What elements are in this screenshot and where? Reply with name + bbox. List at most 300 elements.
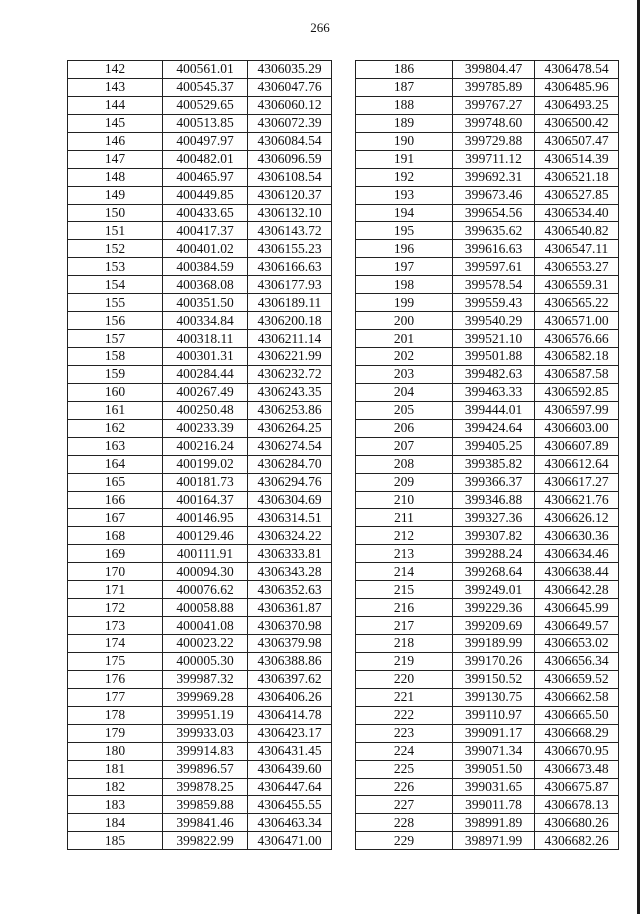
point-number-cell: 225 bbox=[356, 760, 453, 778]
point-number-cell: 189 bbox=[356, 114, 453, 132]
x-coordinate-cell: 400497.97 bbox=[163, 132, 248, 150]
y-coordinate-cell: 4306645.99 bbox=[535, 599, 619, 617]
x-coordinate-cell: 399444.01 bbox=[453, 401, 535, 419]
x-coordinate-cell: 399463.33 bbox=[453, 383, 535, 401]
point-number-cell: 199 bbox=[356, 294, 453, 312]
point-number-cell: 143 bbox=[68, 78, 163, 96]
x-coordinate-cell: 399896.57 bbox=[163, 760, 248, 778]
x-coordinate-cell: 400318.11 bbox=[163, 330, 248, 348]
y-coordinate-cell: 4306680.26 bbox=[535, 814, 619, 832]
point-number-cell: 220 bbox=[356, 670, 453, 688]
point-number-cell: 178 bbox=[68, 706, 163, 724]
point-number-cell: 206 bbox=[356, 419, 453, 437]
table-row bbox=[356, 168, 619, 186]
point-number-cell: 180 bbox=[68, 742, 163, 760]
point-number-cell: 191 bbox=[356, 150, 453, 168]
y-coordinate-cell: 4306634.46 bbox=[535, 545, 619, 563]
point-number-cell: 166 bbox=[68, 491, 163, 509]
table-row bbox=[356, 581, 619, 599]
y-coordinate-cell: 4306108.54 bbox=[248, 168, 332, 186]
x-coordinate-cell: 400301.31 bbox=[163, 348, 248, 366]
y-coordinate-cell: 4306507.47 bbox=[535, 132, 619, 150]
table-row bbox=[356, 688, 619, 706]
point-number-cell: 214 bbox=[356, 563, 453, 581]
y-coordinate-cell: 4306414.78 bbox=[248, 706, 332, 724]
x-coordinate-cell: 399578.54 bbox=[453, 276, 535, 294]
x-coordinate-cell: 399878.25 bbox=[163, 778, 248, 796]
table-row bbox=[68, 760, 332, 778]
point-number-cell: 227 bbox=[356, 796, 453, 814]
y-coordinate-cell: 4306626.12 bbox=[535, 509, 619, 527]
point-number-cell: 153 bbox=[68, 258, 163, 276]
y-coordinate-cell: 4306678.13 bbox=[535, 796, 619, 814]
x-coordinate-cell: 399559.43 bbox=[453, 294, 535, 312]
y-coordinate-cell: 4306668.29 bbox=[535, 724, 619, 742]
table-row bbox=[68, 204, 332, 222]
table-row bbox=[68, 258, 332, 276]
x-coordinate-cell: 400351.50 bbox=[163, 294, 248, 312]
point-number-cell: 167 bbox=[68, 509, 163, 527]
x-coordinate-cell: 399051.50 bbox=[453, 760, 535, 778]
x-coordinate-cell: 399189.99 bbox=[453, 635, 535, 653]
point-number-cell: 163 bbox=[68, 437, 163, 455]
y-coordinate-cell: 4306656.34 bbox=[535, 652, 619, 670]
table-row bbox=[68, 778, 332, 796]
table-row bbox=[356, 670, 619, 688]
y-coordinate-cell: 4306177.93 bbox=[248, 276, 332, 294]
point-number-cell: 147 bbox=[68, 150, 163, 168]
x-coordinate-cell: 400334.84 bbox=[163, 312, 248, 330]
x-coordinate-cell: 398971.99 bbox=[453, 832, 535, 850]
table-row bbox=[68, 186, 332, 204]
table-row bbox=[356, 455, 619, 473]
table-row bbox=[356, 401, 619, 419]
table-row bbox=[356, 509, 619, 527]
point-number-cell: 193 bbox=[356, 186, 453, 204]
table-row bbox=[68, 724, 332, 742]
x-coordinate-cell: 399654.56 bbox=[453, 204, 535, 222]
table-row bbox=[356, 742, 619, 760]
point-number-cell: 186 bbox=[356, 61, 453, 79]
y-coordinate-cell: 4306547.11 bbox=[535, 240, 619, 258]
point-number-cell: 194 bbox=[356, 204, 453, 222]
point-number-cell: 181 bbox=[68, 760, 163, 778]
y-coordinate-cell: 4306200.18 bbox=[248, 312, 332, 330]
x-coordinate-cell: 399748.60 bbox=[453, 114, 535, 132]
x-coordinate-cell: 400482.01 bbox=[163, 150, 248, 168]
point-number-cell: 179 bbox=[68, 724, 163, 742]
x-coordinate-cell: 400111.91 bbox=[163, 545, 248, 563]
table-row bbox=[356, 563, 619, 581]
point-number-cell: 219 bbox=[356, 652, 453, 670]
point-number-cell: 175 bbox=[68, 652, 163, 670]
x-coordinate-cell: 400545.37 bbox=[163, 78, 248, 96]
point-number-cell: 152 bbox=[68, 240, 163, 258]
point-number-cell: 224 bbox=[356, 742, 453, 760]
table-row bbox=[68, 365, 332, 383]
x-coordinate-cell: 398991.89 bbox=[453, 814, 535, 832]
x-coordinate-cell: 399859.88 bbox=[163, 796, 248, 814]
table-row bbox=[356, 78, 619, 96]
y-coordinate-cell: 4306500.42 bbox=[535, 114, 619, 132]
y-coordinate-cell: 4306527.85 bbox=[535, 186, 619, 204]
x-coordinate-cell: 400465.97 bbox=[163, 168, 248, 186]
x-coordinate-cell: 399673.46 bbox=[453, 186, 535, 204]
x-coordinate-cell: 399011.78 bbox=[453, 796, 535, 814]
y-coordinate-cell: 4306463.34 bbox=[248, 814, 332, 832]
table-row bbox=[68, 222, 332, 240]
y-coordinate-cell: 4306264.25 bbox=[248, 419, 332, 437]
point-number-cell: 228 bbox=[356, 814, 453, 832]
point-number-cell: 146 bbox=[68, 132, 163, 150]
point-number-cell: 226 bbox=[356, 778, 453, 796]
y-coordinate-cell: 4306143.72 bbox=[248, 222, 332, 240]
x-coordinate-cell: 399729.88 bbox=[453, 132, 535, 150]
point-number-cell: 229 bbox=[356, 832, 453, 850]
y-coordinate-cell: 4306559.31 bbox=[535, 276, 619, 294]
y-coordinate-cell: 4306485.96 bbox=[535, 78, 619, 96]
point-number-cell: 184 bbox=[68, 814, 163, 832]
table-row bbox=[68, 688, 332, 706]
point-number-cell: 171 bbox=[68, 581, 163, 599]
point-number-cell: 196 bbox=[356, 240, 453, 258]
table-row bbox=[356, 276, 619, 294]
x-coordinate-cell: 399804.47 bbox=[453, 61, 535, 79]
y-coordinate-cell: 4306397.62 bbox=[248, 670, 332, 688]
y-coordinate-cell: 4306166.63 bbox=[248, 258, 332, 276]
x-coordinate-cell: 399366.37 bbox=[453, 473, 535, 491]
point-number-cell: 155 bbox=[68, 294, 163, 312]
table-row bbox=[356, 419, 619, 437]
y-coordinate-cell: 4306612.64 bbox=[535, 455, 619, 473]
table-row bbox=[356, 61, 619, 79]
y-coordinate-cell: 4306493.25 bbox=[535, 96, 619, 114]
table-row bbox=[68, 78, 332, 96]
x-coordinate-cell: 400233.39 bbox=[163, 419, 248, 437]
point-number-cell: 208 bbox=[356, 455, 453, 473]
y-coordinate-cell: 4306072.39 bbox=[248, 114, 332, 132]
table-row bbox=[68, 276, 332, 294]
x-coordinate-cell: 399091.17 bbox=[453, 724, 535, 742]
table-row bbox=[356, 473, 619, 491]
table-row bbox=[68, 652, 332, 670]
table-row bbox=[68, 509, 332, 527]
table-row bbox=[68, 150, 332, 168]
y-coordinate-cell: 4306617.27 bbox=[535, 473, 619, 491]
point-number-cell: 150 bbox=[68, 204, 163, 222]
x-coordinate-cell: 399521.10 bbox=[453, 330, 535, 348]
table-row bbox=[356, 132, 619, 150]
y-coordinate-cell: 4306682.26 bbox=[535, 832, 619, 850]
x-coordinate-cell: 399229.36 bbox=[453, 599, 535, 617]
table-row bbox=[68, 832, 332, 850]
y-coordinate-cell: 4306060.12 bbox=[248, 96, 332, 114]
y-coordinate-cell: 4306221.99 bbox=[248, 348, 332, 366]
point-number-cell: 145 bbox=[68, 114, 163, 132]
x-coordinate-cell: 399130.75 bbox=[453, 688, 535, 706]
point-number-cell: 201 bbox=[356, 330, 453, 348]
y-coordinate-cell: 4306521.18 bbox=[535, 168, 619, 186]
point-number-cell: 203 bbox=[356, 365, 453, 383]
x-coordinate-cell: 399307.82 bbox=[453, 527, 535, 545]
y-coordinate-cell: 4306638.44 bbox=[535, 563, 619, 581]
y-coordinate-cell: 4306406.26 bbox=[248, 688, 332, 706]
table-row bbox=[68, 383, 332, 401]
point-number-cell: 198 bbox=[356, 276, 453, 294]
y-coordinate-cell: 4306035.29 bbox=[248, 61, 332, 79]
table-row bbox=[356, 814, 619, 832]
table-row bbox=[68, 742, 332, 760]
y-coordinate-cell: 4306597.99 bbox=[535, 401, 619, 419]
table-row bbox=[356, 491, 619, 509]
table-row bbox=[356, 294, 619, 312]
y-coordinate-cell: 4306324.22 bbox=[248, 527, 332, 545]
table-row bbox=[356, 724, 619, 742]
y-coordinate-cell: 4306670.95 bbox=[535, 742, 619, 760]
point-number-cell: 148 bbox=[68, 168, 163, 186]
y-coordinate-cell: 4306603.00 bbox=[535, 419, 619, 437]
x-coordinate-cell: 399914.83 bbox=[163, 742, 248, 760]
table-row bbox=[356, 312, 619, 330]
table-row bbox=[68, 348, 332, 366]
x-coordinate-cell: 399424.64 bbox=[453, 419, 535, 437]
table-row bbox=[356, 635, 619, 653]
point-number-cell: 213 bbox=[356, 545, 453, 563]
point-number-cell: 164 bbox=[68, 455, 163, 473]
y-coordinate-cell: 4306352.63 bbox=[248, 581, 332, 599]
y-coordinate-cell: 4306211.14 bbox=[248, 330, 332, 348]
table-row bbox=[356, 150, 619, 168]
x-coordinate-cell: 400076.62 bbox=[163, 581, 248, 599]
x-coordinate-cell: 399822.99 bbox=[163, 832, 248, 850]
y-coordinate-cell: 4306649.57 bbox=[535, 617, 619, 635]
table-row bbox=[68, 437, 332, 455]
point-number-cell: 161 bbox=[68, 401, 163, 419]
point-number-cell: 212 bbox=[356, 527, 453, 545]
point-number-cell: 197 bbox=[356, 258, 453, 276]
x-coordinate-cell: 400129.46 bbox=[163, 527, 248, 545]
table-row bbox=[68, 527, 332, 545]
coordinates-table-left bbox=[67, 60, 332, 850]
point-number-cell: 192 bbox=[356, 168, 453, 186]
x-coordinate-cell: 399288.24 bbox=[453, 545, 535, 563]
table-row bbox=[356, 96, 619, 114]
point-number-cell: 170 bbox=[68, 563, 163, 581]
table-row bbox=[356, 240, 619, 258]
point-number-cell: 160 bbox=[68, 383, 163, 401]
x-coordinate-cell: 399385.82 bbox=[453, 455, 535, 473]
point-number-cell: 182 bbox=[68, 778, 163, 796]
x-coordinate-cell: 400401.02 bbox=[163, 240, 248, 258]
x-coordinate-cell: 399540.29 bbox=[453, 312, 535, 330]
table-row bbox=[356, 778, 619, 796]
table-row bbox=[356, 186, 619, 204]
x-coordinate-cell: 400368.08 bbox=[163, 276, 248, 294]
x-coordinate-cell: 400094.30 bbox=[163, 563, 248, 581]
x-coordinate-cell: 399482.63 bbox=[453, 365, 535, 383]
y-coordinate-cell: 4306571.00 bbox=[535, 312, 619, 330]
y-coordinate-cell: 4306343.28 bbox=[248, 563, 332, 581]
point-number-cell: 202 bbox=[356, 348, 453, 366]
point-number-cell: 190 bbox=[356, 132, 453, 150]
y-coordinate-cell: 4306630.36 bbox=[535, 527, 619, 545]
y-coordinate-cell: 4306379.98 bbox=[248, 635, 332, 653]
x-coordinate-cell: 400561.01 bbox=[163, 61, 248, 79]
y-coordinate-cell: 4306576.66 bbox=[535, 330, 619, 348]
point-number-cell: 151 bbox=[68, 222, 163, 240]
x-coordinate-cell: 399785.89 bbox=[453, 78, 535, 96]
x-coordinate-cell: 399969.28 bbox=[163, 688, 248, 706]
y-coordinate-cell: 4306120.37 bbox=[248, 186, 332, 204]
table-row bbox=[68, 455, 332, 473]
point-number-cell: 183 bbox=[68, 796, 163, 814]
table-row bbox=[356, 365, 619, 383]
table-row bbox=[356, 437, 619, 455]
y-coordinate-cell: 4306423.17 bbox=[248, 724, 332, 742]
table-row bbox=[68, 563, 332, 581]
table-row bbox=[68, 670, 332, 688]
point-number-cell: 172 bbox=[68, 599, 163, 617]
x-coordinate-cell: 400449.85 bbox=[163, 186, 248, 204]
point-number-cell: 217 bbox=[356, 617, 453, 635]
x-coordinate-cell: 399933.03 bbox=[163, 724, 248, 742]
point-number-cell: 185 bbox=[68, 832, 163, 850]
point-number-cell: 165 bbox=[68, 473, 163, 491]
y-coordinate-cell: 4306084.54 bbox=[248, 132, 332, 150]
x-coordinate-cell: 400433.65 bbox=[163, 204, 248, 222]
x-coordinate-cell: 400164.37 bbox=[163, 491, 248, 509]
point-number-cell: 177 bbox=[68, 688, 163, 706]
table-row bbox=[68, 240, 332, 258]
table-row bbox=[356, 204, 619, 222]
point-number-cell: 222 bbox=[356, 706, 453, 724]
x-coordinate-cell: 399597.61 bbox=[453, 258, 535, 276]
y-coordinate-cell: 4306431.45 bbox=[248, 742, 332, 760]
x-coordinate-cell: 399209.69 bbox=[453, 617, 535, 635]
y-coordinate-cell: 4306587.58 bbox=[535, 365, 619, 383]
x-coordinate-cell: 399711.12 bbox=[453, 150, 535, 168]
y-coordinate-cell: 4306243.35 bbox=[248, 383, 332, 401]
y-coordinate-cell: 4306675.87 bbox=[535, 778, 619, 796]
table-row bbox=[68, 96, 332, 114]
x-coordinate-cell: 399841.46 bbox=[163, 814, 248, 832]
point-number-cell: 142 bbox=[68, 61, 163, 79]
table-row bbox=[68, 706, 332, 724]
y-coordinate-cell: 4306582.18 bbox=[535, 348, 619, 366]
table-row bbox=[68, 796, 332, 814]
table-row bbox=[68, 312, 332, 330]
table-row bbox=[68, 599, 332, 617]
y-coordinate-cell: 4306333.81 bbox=[248, 545, 332, 563]
table-row bbox=[68, 581, 332, 599]
point-number-cell: 218 bbox=[356, 635, 453, 653]
point-number-cell: 205 bbox=[356, 401, 453, 419]
point-number-cell: 156 bbox=[68, 312, 163, 330]
point-number-cell: 210 bbox=[356, 491, 453, 509]
table-row bbox=[356, 599, 619, 617]
x-coordinate-cell: 399110.97 bbox=[453, 706, 535, 724]
table-row bbox=[68, 61, 332, 79]
x-coordinate-cell: 399150.52 bbox=[453, 670, 535, 688]
x-coordinate-cell: 399268.64 bbox=[453, 563, 535, 581]
x-coordinate-cell: 400529.65 bbox=[163, 96, 248, 114]
y-coordinate-cell: 4306132.10 bbox=[248, 204, 332, 222]
x-coordinate-cell: 400250.48 bbox=[163, 401, 248, 419]
x-coordinate-cell: 399327.36 bbox=[453, 509, 535, 527]
y-coordinate-cell: 4306665.50 bbox=[535, 706, 619, 724]
table-row bbox=[68, 491, 332, 509]
table-row bbox=[68, 814, 332, 832]
x-coordinate-cell: 400384.59 bbox=[163, 258, 248, 276]
y-coordinate-cell: 4306294.76 bbox=[248, 473, 332, 491]
point-number-cell: 157 bbox=[68, 330, 163, 348]
x-coordinate-cell: 399987.32 bbox=[163, 670, 248, 688]
x-coordinate-cell: 400181.73 bbox=[163, 473, 248, 491]
y-coordinate-cell: 4306673.48 bbox=[535, 760, 619, 778]
point-number-cell: 158 bbox=[68, 348, 163, 366]
y-coordinate-cell: 4306232.72 bbox=[248, 365, 332, 383]
y-coordinate-cell: 4306096.59 bbox=[248, 150, 332, 168]
table-row bbox=[356, 545, 619, 563]
point-number-cell: 200 bbox=[356, 312, 453, 330]
y-coordinate-cell: 4306253.86 bbox=[248, 401, 332, 419]
y-coordinate-cell: 4306189.11 bbox=[248, 294, 332, 312]
point-number-cell: 209 bbox=[356, 473, 453, 491]
y-coordinate-cell: 4306607.89 bbox=[535, 437, 619, 455]
point-number-cell: 188 bbox=[356, 96, 453, 114]
table-row bbox=[68, 294, 332, 312]
x-coordinate-cell: 400284.44 bbox=[163, 365, 248, 383]
table-row bbox=[68, 635, 332, 653]
y-coordinate-cell: 4306447.64 bbox=[248, 778, 332, 796]
point-number-cell: 187 bbox=[356, 78, 453, 96]
x-coordinate-cell: 399249.01 bbox=[453, 581, 535, 599]
y-coordinate-cell: 4306274.54 bbox=[248, 437, 332, 455]
x-coordinate-cell: 400199.02 bbox=[163, 455, 248, 473]
point-number-cell: 215 bbox=[356, 581, 453, 599]
table-row bbox=[356, 527, 619, 545]
table-row bbox=[356, 760, 619, 778]
x-coordinate-cell: 400041.08 bbox=[163, 617, 248, 635]
y-coordinate-cell: 4306314.51 bbox=[248, 509, 332, 527]
y-coordinate-cell: 4306439.60 bbox=[248, 760, 332, 778]
x-coordinate-cell: 400005.30 bbox=[163, 652, 248, 670]
y-coordinate-cell: 4306155.23 bbox=[248, 240, 332, 258]
table-row bbox=[68, 617, 332, 635]
y-coordinate-cell: 4306455.55 bbox=[248, 796, 332, 814]
y-coordinate-cell: 4306621.76 bbox=[535, 491, 619, 509]
y-coordinate-cell: 4306540.82 bbox=[535, 222, 619, 240]
x-coordinate-cell: 399170.26 bbox=[453, 652, 535, 670]
point-number-cell: 204 bbox=[356, 383, 453, 401]
y-coordinate-cell: 4306592.85 bbox=[535, 383, 619, 401]
x-coordinate-cell: 400023.22 bbox=[163, 635, 248, 653]
y-coordinate-cell: 4306662.58 bbox=[535, 688, 619, 706]
y-coordinate-cell: 4306565.22 bbox=[535, 294, 619, 312]
y-coordinate-cell: 4306388.86 bbox=[248, 652, 332, 670]
page-number: 266 bbox=[310, 20, 330, 35]
point-number-cell: 211 bbox=[356, 509, 453, 527]
coordinates-table-right bbox=[355, 60, 619, 850]
y-coordinate-cell: 4306361.87 bbox=[248, 599, 332, 617]
y-coordinate-cell: 4306370.98 bbox=[248, 617, 332, 635]
x-coordinate-cell: 399951.19 bbox=[163, 706, 248, 724]
x-coordinate-cell: 400267.49 bbox=[163, 383, 248, 401]
table-row bbox=[356, 258, 619, 276]
table-row bbox=[68, 132, 332, 150]
table-row bbox=[68, 168, 332, 186]
table-row bbox=[356, 796, 619, 814]
